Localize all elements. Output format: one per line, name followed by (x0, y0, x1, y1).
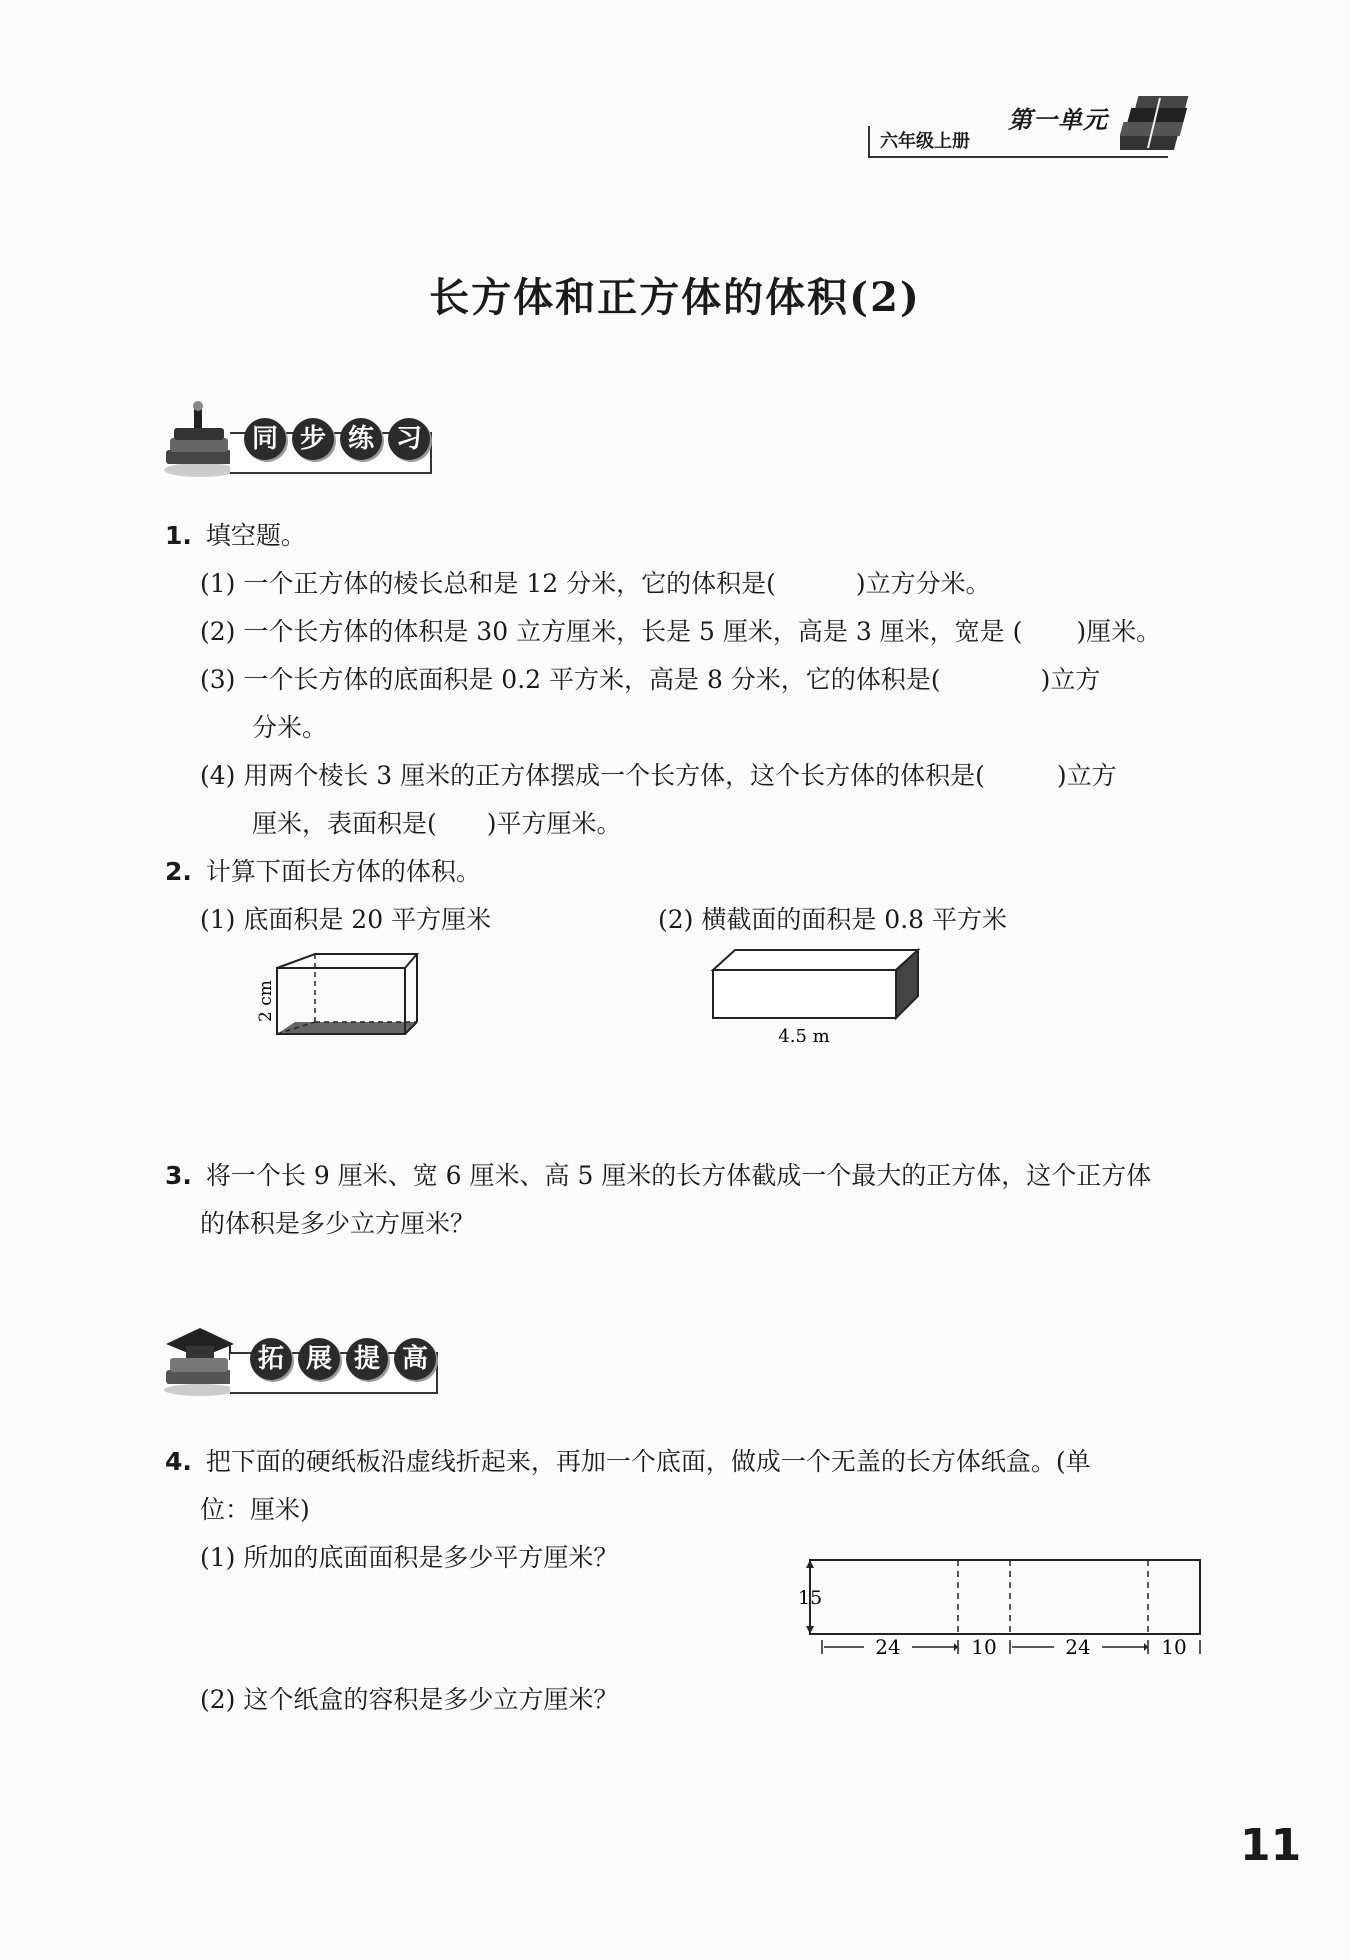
height-label: 2 cm (256, 980, 276, 1022)
net-segment-label: 10 (1161, 1635, 1187, 1659)
question-3-line-1: 3. 将一个长 9 厘米、宽 6 厘米、高 5 厘米的长方体截成一个最大的正方体，这个正方体 (165, 1161, 1152, 1190)
net-segment-label: 24 (875, 1635, 901, 1659)
page-title: 长方体和正方体的体积(2) (429, 274, 921, 321)
question-4-line-1: 4. 把下面的硬纸板沿虚线折起来，再加一个底面，做成一个无盖的长方体纸盒。(单 (165, 1447, 1091, 1476)
banner-char: 展 (298, 1338, 340, 1380)
question-1-item-3-cont: 分米。 (252, 713, 328, 742)
question-number: 2. (165, 857, 192, 886)
question-4-part-1: (1) 所加的底面面积是多少平方厘米？ (200, 1543, 619, 1572)
banner-char: 练 (340, 418, 382, 460)
question-2-part-2: (2) 横截面的面积是 0.8 平方米 (658, 905, 1008, 934)
question-4-part-2: (2) 这个纸盒的容积是多少立方厘米？ (200, 1685, 619, 1714)
cardboard-net-figure (796, 1548, 1206, 1668)
top-face (713, 950, 918, 970)
banner-char: 习 (388, 418, 430, 460)
question-1-item-4-cont: 厘米，表面积是( )平方厘米。 (252, 809, 622, 838)
banner-char: 同 (244, 418, 286, 460)
net-outline (810, 1560, 1200, 1634)
question-2-stem: 2. 计算下面长方体的体积。 (165, 857, 481, 886)
graduation-cap-icon (160, 1318, 240, 1398)
question-number: 4. (165, 1447, 192, 1476)
question-text: 填空题。 (205, 521, 306, 550)
question-3-line-2: 的体积是多少立方厘米？ (200, 1209, 476, 1238)
grade-label: 六年级上册 (868, 126, 980, 158)
question-1-item-2: (2) 一个长方体的体积是 30 立方厘米，长是 5 厘米，高是 3 厘米，宽是 ( )厘米。 (200, 617, 1162, 646)
lamp-books-icon (160, 400, 240, 480)
question-4-line-2: 位：厘米) (200, 1495, 310, 1524)
front-face (713, 970, 896, 1018)
question-2-part-1: (1) 底面积是 20 平方厘米 (200, 905, 492, 934)
question-1-stem (165, 512, 306, 560)
banner-char: 拓 (250, 1338, 292, 1380)
net-segment-label: 24 (1065, 1635, 1091, 1659)
banner-char: 高 (394, 1338, 436, 1380)
net-segment-label: 10 (971, 1635, 997, 1659)
question-1-item-4: (4) 用两个棱长 3 厘米的正方体摆成一个长方体，这个长方体的体积是( )立方 (200, 761, 1117, 790)
page-number: 11 (1240, 1820, 1302, 1871)
question-number: 3. (165, 1161, 192, 1190)
question-1-item-3: (3) 一个长方体的底面积是 0.2 平方米，高是 8 分米，它的体积是( )立方 (200, 665, 1101, 694)
banner-title-extension (250, 1338, 436, 1380)
cuboid-figure-1 (255, 948, 425, 1038)
banner-title-practice (244, 418, 430, 460)
book-stack-icon (1120, 90, 1200, 162)
banner-char: 步 (292, 418, 334, 460)
question-number: 1. (165, 521, 192, 550)
length-label: 4.5 m (778, 1026, 830, 1046)
unit-label: 第一单元 (1008, 106, 1108, 134)
question-1-item-1: (1) 一个正方体的棱长总和是 12 分米，它的体积是( )立方分米。 (200, 569, 991, 598)
cuboid-figure-2 (708, 946, 948, 1046)
banner-char: 提 (346, 1338, 388, 1380)
net-height-label: 15 (798, 1587, 823, 1609)
